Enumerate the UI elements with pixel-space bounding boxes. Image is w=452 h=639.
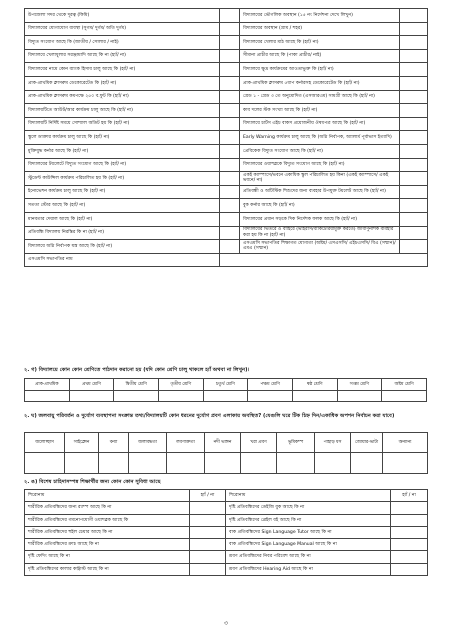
answer-cell[interactable] [190,563,226,575]
info-question: বিদ্যালয়ে অগ্নি নির্বাপক যন্ত্র আছে কি (হ্যাঁ/ না) [25,240,220,254]
info-row [25,172,428,186]
grade-answer-cell[interactable] [69,391,114,402]
answer-cell[interactable] [190,526,226,538]
info-question: প্রেবিকেক বিদ্যুত সংযোগ আছে কি (হ্যাঁ/ না) [240,144,400,158]
disaster-checkbox-cell[interactable] [351,453,383,474]
info-question: মানবতার দেয়াল আছে কি (হ্যাঁ/ না) [25,212,220,226]
info-question: গ্রেড ১ - গ্রেড ৩ তে অনুমোদিত (এসআরএম) সামগ্রী আছে কি (হ্যাঁ/ না) [240,90,400,104]
special-needs-row [25,502,428,514]
answer-cell[interactable] [400,226,428,240]
answer-cell[interactable] [220,199,240,213]
facility-label: শ্রবণ প্রতিবন্ধিদের Hearing Aid আছে কি না [226,563,391,575]
info-question: Early Warning কার্যক্রম চালু আছে কি (অগ্নি নির্বাপক, অ্যালার্ম পূর্বাভাস ইত্যাদি) [240,131,400,145]
answer-cell[interactable] [220,253,428,267]
info-question: ইনোভেশন কার্যক্রম চালু আছে কি (হ্যাঁ/ না) [25,185,220,199]
disaster-header: লবণাক্ততা [167,433,205,453]
special-needs-header-row [25,490,428,502]
grade-answer-cell[interactable] [337,391,382,402]
disaster-section-title: ২. ঘ) জলবায়ু পরিবর্তন ও দুর্যোগ ব্যবস্থাপনা সংক্রান্ত তথ্য/বিদ্যালয়টি কোন ধরনের দুর্যোগ প্রবণ এলাকায় অবস্থিত? (যেগুলি ঘরে টিক চিহ্ন দিন/একাধিক অপশন নির্বাচন করা যাবে) [24,413,395,419]
grade-answer-cell[interactable] [292,391,337,402]
facility-label: বাক প্রতিবন্ধিদের Sign Language Tutor আছে কি না [226,526,391,538]
grade-answer-cell[interactable] [158,391,203,402]
info-row [25,212,428,226]
info-row [25,9,428,23]
info-question: স্টুডেন্ট কাউন্সিল কার্যক্রম পরিচালিত হয় কি (হ্যাঁ/ না) [25,172,220,186]
disaster-header: জলাবদ্ধতা [129,433,167,453]
facility-label: বাক প্রতিবন্ধিদের Sign Language Manual আছে কি না [226,539,391,551]
grade-header: অষ্টম শ্রেণি [382,379,427,391]
grade-header-row [25,379,427,391]
answer-cell[interactable] [220,49,240,63]
special-needs-row [25,526,428,538]
info-row [25,117,428,131]
answer-cell[interactable] [220,172,240,186]
info-question: বিদ্যালয়ের অবস্থান (গ্রাম / শহর) [240,22,400,36]
answer-cell[interactable] [400,63,428,77]
header-yes-no-right: হ্যাঁ / না [391,490,428,502]
facility-label: দৃষ্টি প্রতিবন্ধিদের কালার কন্ট্রাস্ট আছে কি না [25,563,190,575]
answer-cell[interactable] [400,185,428,199]
info-row [25,104,428,118]
info-row [25,90,428,104]
facility-label: শারীরিক প্রতিবন্ধিদের গমনোপযোগী ওয়াশব্লক আছে কি [25,514,190,526]
disaster-table [24,432,428,474]
answer-cell[interactable] [190,514,226,526]
answer-cell[interactable] [220,22,240,36]
info-row [25,49,428,63]
disaster-checkbox-cell[interactable] [167,453,205,474]
info-row [25,158,428,172]
answer-cell[interactable] [391,539,428,551]
facility-label: দৃষ্টি প্রতিবন্ধিদের ডেইজি বুক আছে কি না [226,502,391,514]
disaster-header: নদী ভাঙ্গন [205,433,241,453]
facility-label: শারীরিক প্রতিবন্ধিদের জন্য র‌্যাম্প আছে কি না [25,502,190,514]
answer-cell[interactable] [220,226,240,240]
info-question: বিদ্যালয়ে খেলাধুলার সরঞ্জামাদি আছে কি না (হ্যাঁ/ না) [25,49,220,63]
disaster-header: ভূমিকম্প [277,433,315,453]
info-question: প্রাক-প্রাথমিক ক্লাসরুম ডেকোরেটেড কি (হ্যাঁ/ না) [25,76,220,90]
info-row [25,76,428,90]
grade-header: সপ্তম শ্রেণি [337,379,382,391]
facility-label: শারীরিক প্রতিবন্ধিদের হুইল চেয়ার আছে কি না [25,526,190,538]
special-needs-row [25,539,428,551]
info-question: বিদ্যালয়টি নির্দিষ্ট সময়ে সোশ্যাল অডিট হয় কি (হ্যাঁ/ না) [25,117,220,131]
info-question: বিদ্যুত সংযোগ আছে কি (জাতীয় / সোলার / নাই) [25,36,220,50]
disaster-header: জোয়ার-ভাটা [351,433,383,453]
answer-cell[interactable] [400,36,428,50]
special-needs-row [25,563,428,575]
answer-cell[interactable] [400,90,428,104]
disaster-header: জলোচ্ছাস [25,433,65,453]
disaster-checkbox-cell[interactable] [129,453,167,474]
grade-header: ষষ্ঠ শ্রেণি [292,379,337,391]
answer-cell[interactable] [391,502,428,514]
grade-answer-cell[interactable] [382,391,427,402]
info-question: বিদ্যালয়ের ওয়াশব্লকে বিদ্যুত সংযোগ আছে কি (হ্যাঁ/ না) [240,158,400,172]
answer-cell[interactable] [400,76,428,90]
info-question: প্রতিবন্ধি বিদ্যালয় নিরন্তির কি না (হ্যাঁ/ না) [25,226,220,240]
info-question: সততা স্টোর আছে কি (হ্যাঁ/ না) [25,199,220,213]
disaster-header: অন্যান্য [383,433,428,453]
info-question: প্রতিবন্ধী ও অটিস্টিক শিশুদের জন্য ব্যবহার উপযুক্ত টয়লেট আছে কি (হ্যাঁ/ না) [240,185,400,199]
grade-header: তৃতীয় শ্রেণি [158,379,203,391]
facility-label: শারীরিক প্রতিবন্ধিদের ক্রাচ আছে কি না [25,539,190,551]
disaster-checkbox-cell[interactable] [277,453,315,474]
school-info-table [24,8,428,267]
grade-header: দ্বিতীয় শ্রেণি [114,379,159,391]
answer-cell[interactable] [400,158,428,172]
info-row [25,36,428,50]
grade-answer-cell[interactable] [248,391,293,402]
info-question: বিদ্যালয়ে চার্টস এইচ বাকস প্রয়োজনীয় ঔষধপত্র আছে কি (হ্যাঁ/ না) [240,117,400,131]
info-question: উপজেলা সদর থেকে দূরত্ব (কিমি) [25,9,220,23]
info-question: বিদ্যালয়টিতে আউট/আর কার্যক্রম চালু আছে কি (হ্যাঁ/ না) [25,104,220,118]
info-question: বুক কর্নার আছে কি (হ্যাঁ/ না) [240,199,400,213]
grade-header: প্রথম শ্রেণি [69,379,114,391]
disaster-answer-row [25,453,428,474]
answer-cell[interactable] [400,117,428,131]
facility-label: শ্রবণ প্রতিবন্ধিদের নিবর পরিবেশ আছে কি না [226,551,391,563]
disaster-header-row [25,433,428,453]
page-number: ৩ [224,620,228,627]
info-question: প্রাক-প্রাথমিক ক্লাসরুম কমপক্ষে ২৫০ ব.ফুট কি (হ্যাঁ/ না) [25,90,220,104]
answer-cell[interactable] [220,144,240,158]
info-row [25,63,428,77]
grade-answer-row [25,391,427,402]
info-question: বিদ্যালয়ের টয়লেটে বিদ্যুত সংযোগ আছে কি (হ্যাঁ/ না) [25,158,220,172]
answer-cell[interactable] [220,76,240,90]
grade-header: চতুর্থ শ্রেণি [203,379,248,391]
answer-cell[interactable] [220,185,240,199]
grade-answer-cell[interactable] [25,391,70,402]
info-question: বিদ্যালয়ের নামে কোন ব্যাংক হিসাব চালু আছে কি (হ্যাঁ/ না) [25,63,220,77]
answer-cell[interactable] [391,551,428,563]
answer-cell[interactable] [220,36,240,50]
disaster-checkbox-cell[interactable] [315,453,351,474]
answer-cell[interactable] [220,158,240,172]
answer-cell[interactable] [400,199,428,213]
answer-cell[interactable] [190,502,226,514]
info-question: সীমানা প্রাচীর আছে কি (পাকা প্রাচীর/ নাই) [240,49,400,63]
answer-cell[interactable] [220,212,240,226]
disaster-checkbox-cell[interactable] [99,453,129,474]
disaster-checkbox-cell[interactable] [383,453,428,474]
answer-cell[interactable] [220,104,240,118]
special-needs-row [25,551,428,563]
info-question: বিদ্যালয়ের খেলার মাঠ আছে কি (হ্যাঁ/ না) [240,36,400,50]
disaster-header: খরা প্রবণ [241,433,277,453]
answer-cell[interactable] [400,240,428,254]
disaster-header: সাইক্লোন [65,433,99,453]
facility-label: দৃষ্টি ফেদিং আছে কি না [25,551,190,563]
info-question: বিদ্যালয়ের ভিতরে ও বাহিরে (ভাইরাস/ব্যাকটেরিয়ামুক্ত করতে) জীবাণুনাশক ব্যবহার করা হয় কি না (হ্যাঁ/ না) [240,226,400,240]
answer-cell[interactable] [400,131,428,145]
grade-header: পঞ্চম শ্রেণি [248,379,293,391]
answer-cell[interactable] [400,172,428,186]
info-question: একই ক্যাম্পাসে/ভবনে একাধিক স্কুল পরিচালিত হয় কিনা (একই ক্যাম্পাসে/ একই ভবনে/ না) [240,172,400,186]
grade-answer-cell[interactable] [203,391,248,402]
header-title-right: শিরোনাম [226,490,391,502]
info-row [25,240,428,254]
answer-cell[interactable] [220,117,240,131]
info-row [25,22,428,36]
disaster-header: পাহাড় ধস [315,433,351,453]
info-row [25,185,428,199]
disaster-checkbox-cell[interactable] [65,453,99,474]
disaster-checkbox-cell[interactable] [241,453,277,474]
answer-cell[interactable] [220,131,240,145]
special-needs-row [25,514,428,526]
info-row [25,131,428,145]
info-row [25,226,428,240]
answer-cell[interactable] [400,49,428,63]
answer-cell[interactable] [391,563,428,575]
info-question: স্কুলে ডাক্তার কার্যক্রম চালু আছে কি (হ্যাঁ/ না) [25,131,220,145]
answer-cell[interactable] [391,514,428,526]
info-row [25,144,428,158]
disaster-header: বন্যা [99,433,129,453]
info-question: বিদ্যালয়ে ক্ষুদ্র কার্যক্রমের আওতাভুক্ত কি (হ্যাঁ/ না) [240,63,400,77]
answer-cell[interactable] [190,551,226,563]
answer-cell[interactable] [220,240,240,254]
grade-answer-cell[interactable] [114,391,159,402]
special-needs-section-title: ২. ঙ) বিশেষ চাহিদাসম্পন্ন শিক্ষার্থীর জন্য কোন কোন সুবিধা আছে [24,479,161,485]
answer-cell[interactable] [400,212,428,226]
header-title-left: শিরোনাম [25,490,190,502]
info-question: এসএমসি সভাপতির নাম [25,253,220,267]
answer-cell[interactable] [220,90,240,104]
disaster-checkbox-cell[interactable] [205,453,241,474]
answer-cell[interactable] [400,144,428,158]
info-question: প্রাক-প্রাথমিক ক্লাসরুম ৫ধাপ কর্নারসহ ডেকোরেটেড কি (হ্যাঁ/ না) [240,76,400,90]
answer-cell[interactable] [400,22,428,36]
answer-cell[interactable] [190,539,226,551]
info-row [25,253,428,267]
grade-table [24,378,427,402]
info-question: বিদ্যালয়ের ভৌগলিক অবস্থান (১৫ নং নির্দেশনা দেখে লিখুন) [240,9,400,23]
special-needs-table [24,489,428,576]
header-yes-no-left: হ্যাঁ / না [190,490,226,502]
info-question: মুক্তিযুদ্ধ কর্নার আছে কি (হ্যাঁ/ না) [25,144,220,158]
disaster-checkbox-cell[interactable] [25,453,65,474]
info-question: এসএমসি সভাপতির শিক্ষাগত যোগ্যতা (অষ্টম/ এসএসসি/ এইচএসসি/ বিএ (সম্মান)/ এমএ (সম্মান) [240,240,400,254]
info-question: কাব দলের স্টক সংখ্যা আছে কি (হ্যাঁ/ না) [240,104,400,118]
facility-label: দৃষ্টি প্রতিবন্ধিদের ব্রেইল বই আছে কি না [226,514,391,526]
info-row [25,199,428,213]
info-question: বিদ্যালয়ের প্রধান সড়কে দিক নির্দেশক ফলক আছে কি (হ্যাঁ/ না) [240,212,400,226]
answer-cell[interactable] [400,9,428,23]
answer-cell[interactable] [400,104,428,118]
answer-cell[interactable] [391,526,428,538]
answer-cell[interactable] [220,63,240,77]
info-question: বিদ্যালয়ের যোগাযোগ ব্যবস্থা (সুগম/ দুর্গম/ অতি দুর্গম) [25,22,220,36]
grade-header: প্রাক-প্রাথমিক [25,379,70,391]
grade-section-title: ২. গ) বিদ্যালয়ে কোন কোন শ্রেণিতে পাঠদান করানো হয় (যদি কোন শ্রেণি চালু থাকলে হ্যাঁ অথবা না লিখুন)। [24,367,250,373]
answer-cell[interactable] [220,9,240,23]
